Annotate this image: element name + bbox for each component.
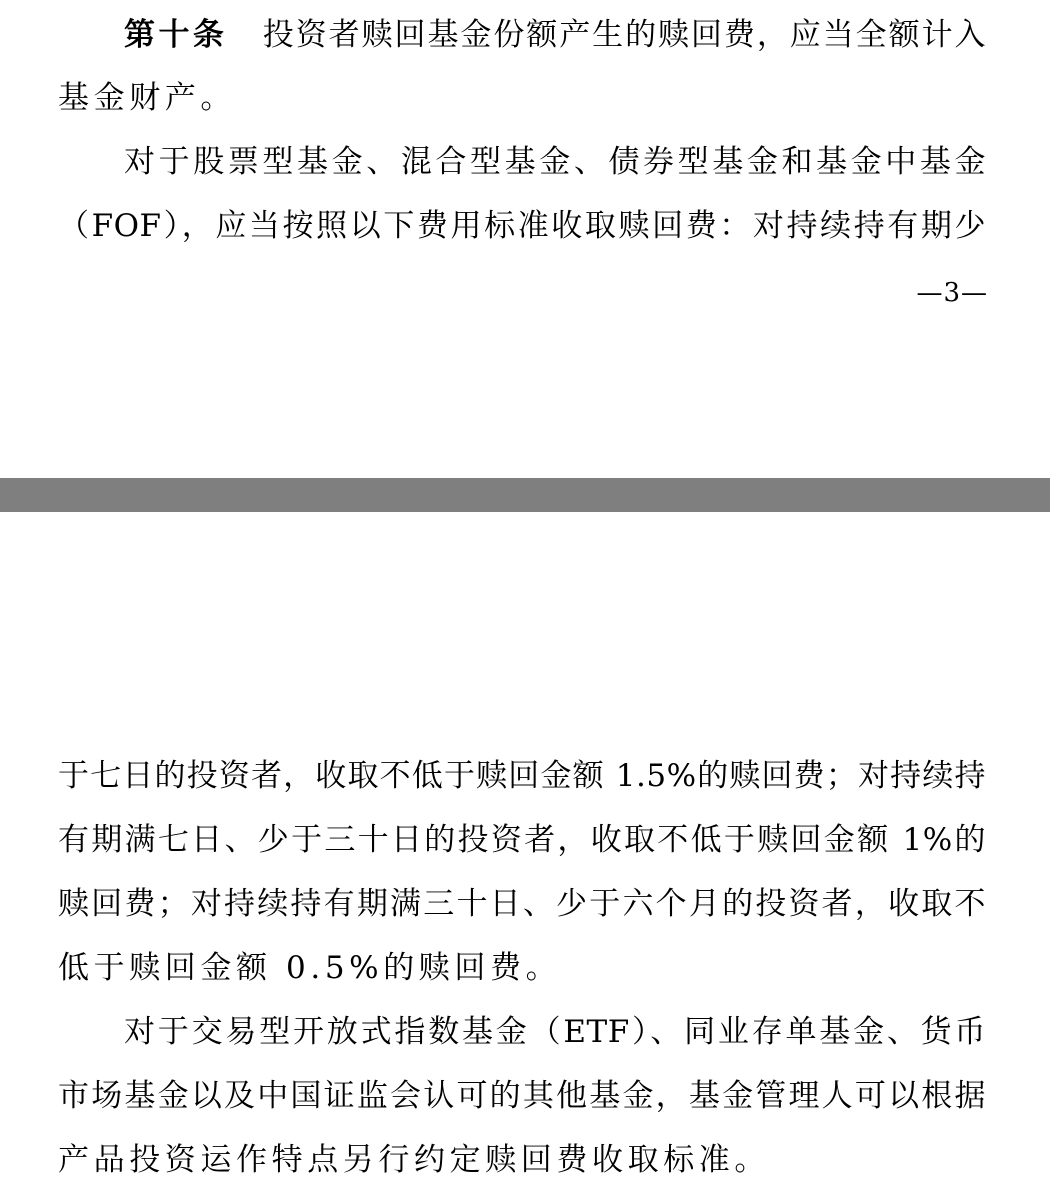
article-ten-text: 投资者赎回基金份额产生的赎回费，应当全额计入 [261, 17, 987, 53]
paragraph-line: 赎回费；对持续持有期满三十日、少于六个月的投资者，收取不 [58, 886, 986, 922]
paragraph-line: 于七日的投资者，收取不低于赎回金额 1.5%的赎回费；对持续持 [58, 758, 986, 794]
paragraph-line: （FOF），应当按照以下费用标准收取赎回费：对持续持有期少 [58, 208, 986, 244]
page-separator [0, 478, 1050, 512]
document-page-upper [0, 0, 1050, 478]
paragraph-line: 低于赎回金额 0.5%的赎回费。 [58, 950, 562, 986]
paragraph-line: 产品投资运作特点另行约定赎回费收取标准。 [58, 1142, 770, 1178]
paragraph-line: 对于交易型开放式指数基金（ETF）、同业存单基金、货币 [124, 1014, 986, 1050]
paragraph-line: 基金财产。 [58, 80, 236, 116]
article-ten-first-line [124, 15, 986, 55]
paragraph-line: 市场基金以及中国证监会认可的其他基金，基金管理人可以根据 [58, 1078, 986, 1114]
page-number: —3— [916, 278, 988, 308]
document-page-lower [0, 512, 1050, 1196]
paragraph-line: 对于股票型基金、混合型基金、债券型基金和基金中基金 [124, 144, 986, 180]
article-number: 第十条 [124, 17, 228, 53]
paragraph-line: 有期满七日、少于三十日的投资者，收取不低于赎回金额 1%的 [58, 822, 986, 858]
